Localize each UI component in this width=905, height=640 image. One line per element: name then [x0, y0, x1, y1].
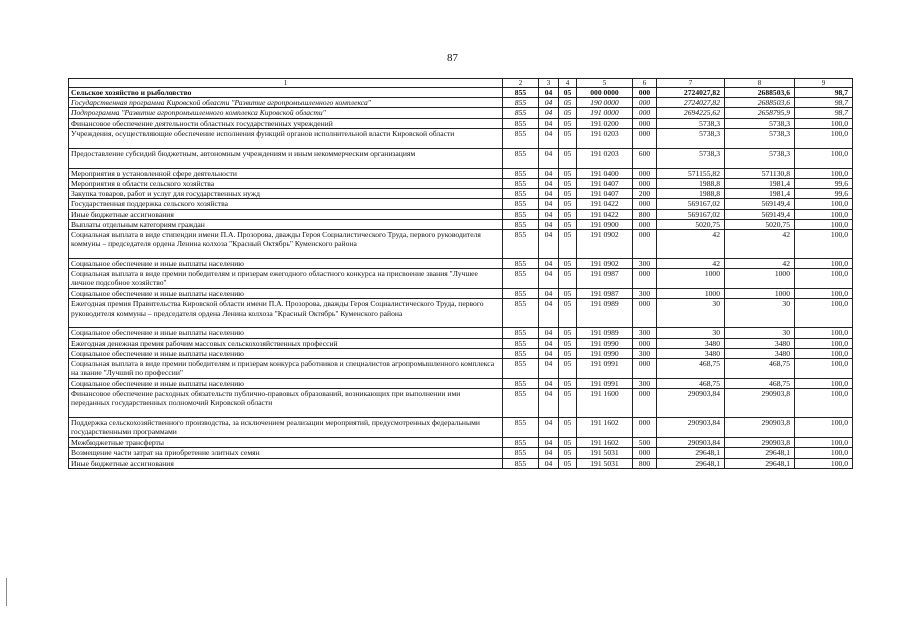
ministry-code-cell: 855 — [503, 299, 539, 328]
target-article-cell: 191 0407 — [577, 179, 633, 189]
expense-name-cell: Финансовое обеспечение расходных обязательств публично-правовых образований, возникающих при выполнении ими переданных государственных полномочий Кировской области — [69, 389, 503, 418]
subsection-cell: 05 — [559, 168, 577, 178]
scan-edge-mark — [6, 578, 7, 606]
section-cell: 04 — [539, 128, 559, 148]
expense-name-cell: Мероприятия в области сельского хозяйства — [69, 179, 503, 189]
execution-percent-cell: 99,6 — [795, 179, 853, 189]
table-row — [69, 98, 853, 108]
section-cell: 04 — [539, 199, 559, 209]
column-number: 6 — [633, 79, 657, 88]
section-cell: 04 — [539, 438, 559, 448]
expense-name-cell: Социальное обеспечение и иные выплаты населению — [69, 348, 503, 358]
ministry-code-cell: 855 — [503, 389, 539, 418]
execution-percent-cell: 100,0 — [795, 458, 853, 468]
subsection-cell: 05 — [559, 328, 577, 338]
subsection-cell: 05 — [559, 98, 577, 108]
subsection-cell: 05 — [559, 179, 577, 189]
expense-type-cell: 300 — [633, 289, 657, 299]
executed-amount-cell: 2658795,9 — [725, 108, 795, 118]
table-row — [69, 88, 853, 98]
section-cell: 04 — [539, 88, 559, 98]
planned-amount-cell: 3480 — [657, 348, 725, 358]
executed-amount-cell: 3480 — [725, 338, 795, 348]
executed-amount-cell: 290903,8 — [725, 438, 795, 448]
expense-type-cell: 000 — [633, 269, 657, 289]
subsection-cell: 05 — [559, 269, 577, 289]
section-cell: 04 — [539, 230, 559, 259]
page-number: 87 — [447, 52, 458, 64]
planned-amount-cell: 290903,84 — [657, 418, 725, 438]
section-cell: 04 — [539, 389, 559, 418]
expense-name-cell: Государственная поддержка сельского хозяйства — [69, 199, 503, 209]
executed-amount-cell: 1000 — [725, 269, 795, 289]
section-cell: 04 — [539, 118, 559, 128]
expense-name-cell: Социальное обеспечение и иные выплаты населению — [69, 289, 503, 299]
planned-amount-cell: 2724027,82 — [657, 98, 725, 108]
ministry-code-cell: 855 — [503, 209, 539, 219]
ministry-code-cell: 855 — [503, 230, 539, 259]
planned-amount-cell: 3480 — [657, 338, 725, 348]
target-article-cell: 191 0422 — [577, 209, 633, 219]
target-article-cell: 191 0991 — [577, 359, 633, 379]
section-cell: 04 — [539, 209, 559, 219]
expense-name-cell: Межбюджетные трансферты — [69, 438, 503, 448]
executed-amount-cell: 29648,1 — [725, 458, 795, 468]
expense-type-cell: 300 — [633, 379, 657, 389]
execution-percent-cell: 100,0 — [795, 219, 853, 229]
target-article-cell: 191 0902 — [577, 230, 633, 259]
execution-percent-cell: 100,0 — [795, 128, 853, 148]
expense-type-cell: 300 — [633, 348, 657, 358]
expense-name-cell: Социальная выплата в виде премии победителям и призерам конкурса работников и специалистов агропромышленного комплекса на звание "Лучший по профессии" — [69, 359, 503, 379]
ministry-code-cell: 855 — [503, 189, 539, 199]
executed-amount-cell: 290903,8 — [725, 389, 795, 418]
target-article-cell: 191 0203 — [577, 148, 633, 168]
execution-percent-cell: 100,0 — [795, 438, 853, 448]
expense-type-cell: 000 — [633, 179, 657, 189]
expense-name-cell: Иные бюджетные ассигнования — [69, 458, 503, 468]
table-row — [69, 199, 853, 209]
target-article-cell: 191 0400 — [577, 168, 633, 178]
expense-type-cell: 000 — [633, 418, 657, 438]
ministry-code-cell: 855 — [503, 379, 539, 389]
subsection-cell: 05 — [559, 338, 577, 348]
planned-amount-cell: 5738,3 — [657, 148, 725, 168]
subsection-cell: 05 — [559, 289, 577, 299]
executed-amount-cell: 2688503,6 — [725, 88, 795, 98]
planned-amount-cell: 30 — [657, 299, 725, 328]
section-cell: 04 — [539, 179, 559, 189]
execution-percent-cell: 100,0 — [795, 389, 853, 418]
expense-type-cell: 000 — [633, 448, 657, 458]
expense-name-cell: Выплаты отдельным категориям граждан — [69, 219, 503, 229]
target-article-cell: 191 0991 — [577, 379, 633, 389]
executed-amount-cell: 1981,4 — [725, 189, 795, 199]
section-cell: 04 — [539, 269, 559, 289]
subsection-cell: 05 — [559, 108, 577, 118]
execution-percent-cell: 100,0 — [795, 230, 853, 259]
table-row — [69, 448, 853, 458]
planned-amount-cell: 1000 — [657, 289, 725, 299]
expense-name-cell: Иные бюджетные ассигнования — [69, 209, 503, 219]
execution-percent-cell: 100,0 — [795, 168, 853, 178]
table-row — [69, 259, 853, 269]
expense-type-cell: 000 — [633, 199, 657, 209]
column-number: 5 — [577, 79, 633, 88]
table-row — [69, 179, 853, 189]
budget-table-body — [69, 79, 853, 469]
section-cell: 04 — [539, 418, 559, 438]
planned-amount-cell: 1988,8 — [657, 189, 725, 199]
ministry-code-cell: 855 — [503, 259, 539, 269]
executed-amount-cell: 468,75 — [725, 359, 795, 379]
table-row — [69, 108, 853, 118]
execution-percent-cell: 100,0 — [795, 418, 853, 438]
subsection-cell: 05 — [559, 259, 577, 269]
subsection-cell: 05 — [559, 128, 577, 148]
table-row — [69, 289, 853, 299]
expense-name-cell: Предоставление субсидий бюджетным, автономным учреждениям и иным некоммерческим организациям — [69, 148, 503, 168]
subsection-cell: 05 — [559, 379, 577, 389]
expense-name-cell: Финансовое обеспечение деятельности областных государственных учреждений — [69, 118, 503, 128]
execution-percent-cell: 100,0 — [795, 259, 853, 269]
ministry-code-cell: 855 — [503, 98, 539, 108]
executed-amount-cell: 468,75 — [725, 379, 795, 389]
executed-amount-cell: 5738,3 — [725, 148, 795, 168]
expense-type-cell: 000 — [633, 168, 657, 178]
expense-name-cell: Социальная выплата в виде премии победителям и призерам ежегодного областного конкурса на присвоение звания "Лучшее личное подсобное хозяйство" — [69, 269, 503, 289]
column-number-row — [69, 79, 853, 88]
table-row — [69, 328, 853, 338]
section-cell: 04 — [539, 98, 559, 108]
table-row — [69, 269, 853, 289]
planned-amount-cell: 290903,84 — [657, 389, 725, 418]
table-row — [69, 168, 853, 178]
target-article-cell: 191 5031 — [577, 458, 633, 468]
section-cell: 04 — [539, 338, 559, 348]
table-row — [69, 230, 853, 259]
planned-amount-cell: 29648,1 — [657, 448, 725, 458]
section-cell: 04 — [539, 108, 559, 118]
planned-amount-cell: 468,75 — [657, 359, 725, 379]
target-article-cell: 191 0989 — [577, 328, 633, 338]
execution-percent-cell: 100,0 — [795, 379, 853, 389]
section-cell: 04 — [539, 359, 559, 379]
table-row — [69, 458, 853, 468]
executed-amount-cell: 2688503,6 — [725, 98, 795, 108]
subsection-cell: 05 — [559, 359, 577, 379]
executed-amount-cell: 5020,75 — [725, 219, 795, 229]
subsection-cell: 05 — [559, 189, 577, 199]
executed-amount-cell: 290903,8 — [725, 418, 795, 438]
table-row — [69, 379, 853, 389]
executed-amount-cell: 42 — [725, 259, 795, 269]
expense-type-cell: 000 — [633, 219, 657, 229]
expense-name-cell: Сельское хозяйство и рыболовство — [69, 88, 503, 98]
subsection-cell: 05 — [559, 418, 577, 438]
ministry-code-cell: 855 — [503, 88, 539, 98]
execution-percent-cell: 100,0 — [795, 118, 853, 128]
planned-amount-cell: 5738,3 — [657, 128, 725, 148]
section-cell: 04 — [539, 348, 559, 358]
subsection-cell: 05 — [559, 438, 577, 448]
execution-percent-cell: 100,0 — [795, 269, 853, 289]
ministry-code-cell: 855 — [503, 199, 539, 209]
table-row — [69, 299, 853, 328]
executed-amount-cell: 5738,3 — [725, 128, 795, 148]
executed-amount-cell: 30 — [725, 328, 795, 338]
target-article-cell: 190 0000 — [577, 98, 633, 108]
expense-name-cell: Учреждения, осуществляющие обеспечение исполнения функций органов исполнительной власти Кировской области — [69, 128, 503, 148]
ministry-code-cell: 855 — [503, 338, 539, 348]
subsection-cell: 05 — [559, 88, 577, 98]
subsection-cell: 05 — [559, 348, 577, 358]
column-number: 9 — [795, 79, 853, 88]
expense-type-cell: 000 — [633, 98, 657, 108]
subsection-cell: 05 — [559, 230, 577, 259]
column-number: 7 — [657, 79, 725, 88]
ministry-code-cell: 855 — [503, 108, 539, 118]
planned-amount-cell: 30 — [657, 328, 725, 338]
planned-amount-cell: 29648,1 — [657, 458, 725, 468]
planned-amount-cell: 290903,84 — [657, 438, 725, 448]
expense-name-cell: Социальное обеспечение и иные выплаты населению — [69, 379, 503, 389]
target-article-cell: 191 0000 — [577, 108, 633, 118]
expense-name-cell: Возмещение части затрат на приобретение элитных семян — [69, 448, 503, 458]
section-cell: 04 — [539, 448, 559, 458]
subsection-cell: 05 — [559, 209, 577, 219]
section-cell: 04 — [539, 328, 559, 338]
target-article-cell: 191 0200 — [577, 118, 633, 128]
expense-name-cell: Закупка товаров, работ и услуг для государственных нужд — [69, 189, 503, 199]
planned-amount-cell: 42 — [657, 259, 725, 269]
table-row — [69, 128, 853, 148]
ministry-code-cell: 855 — [503, 148, 539, 168]
table-row — [69, 389, 853, 418]
execution-percent-cell: 98,7 — [795, 98, 853, 108]
subsection-cell: 05 — [559, 199, 577, 209]
expense-name-cell: Ежегодная денежная премия рабочим массовых сельскохозяйственных профессий — [69, 338, 503, 348]
ministry-code-cell: 855 — [503, 118, 539, 128]
planned-amount-cell: 5020,75 — [657, 219, 725, 229]
section-cell: 04 — [539, 219, 559, 229]
target-article-cell: 191 0900 — [577, 219, 633, 229]
executed-amount-cell: 569149,4 — [725, 199, 795, 209]
execution-percent-cell: 100,0 — [795, 199, 853, 209]
table-row — [69, 438, 853, 448]
expense-name-cell: Социальная выплата в виде стипендии имени П.А. Прозорова, дважды Героя Социалистического Труда, первого руководителя коммуны – председателя ордена Ленина колхоза "Красный Октябрь" Куменского района — [69, 230, 503, 259]
executed-amount-cell: 30 — [725, 299, 795, 328]
expense-type-cell: 000 — [633, 88, 657, 98]
target-article-cell: 191 1602 — [577, 418, 633, 438]
expense-type-cell: 000 — [633, 299, 657, 328]
planned-amount-cell: 569167,02 — [657, 209, 725, 219]
table-row — [69, 118, 853, 128]
expense-type-cell: 000 — [633, 359, 657, 379]
ministry-code-cell: 855 — [503, 269, 539, 289]
expense-type-cell: 500 — [633, 438, 657, 448]
table-row — [69, 418, 853, 438]
planned-amount-cell: 468,75 — [657, 379, 725, 389]
subsection-cell: 05 — [559, 219, 577, 229]
ministry-code-cell: 855 — [503, 438, 539, 448]
ministry-code-cell: 855 — [503, 168, 539, 178]
ministry-code-cell: 855 — [503, 289, 539, 299]
planned-amount-cell: 42 — [657, 230, 725, 259]
ministry-code-cell: 855 — [503, 128, 539, 148]
execution-percent-cell: 100,0 — [795, 299, 853, 328]
executed-amount-cell: 3480 — [725, 348, 795, 358]
expense-name-cell: Социальное обеспечение и иные выплаты населению — [69, 259, 503, 269]
planned-amount-cell: 2724027,82 — [657, 88, 725, 98]
ministry-code-cell: 855 — [503, 179, 539, 189]
expense-type-cell: 300 — [633, 259, 657, 269]
section-cell: 04 — [539, 458, 559, 468]
target-article-cell: 191 0407 — [577, 189, 633, 199]
planned-amount-cell: 2694225,62 — [657, 108, 725, 118]
subsection-cell: 05 — [559, 458, 577, 468]
planned-amount-cell: 1988,8 — [657, 179, 725, 189]
execution-percent-cell: 100,0 — [795, 289, 853, 299]
section-cell: 04 — [539, 289, 559, 299]
ministry-code-cell: 855 — [503, 328, 539, 338]
executed-amount-cell: 571130,8 — [725, 168, 795, 178]
section-cell: 04 — [539, 168, 559, 178]
table-row — [69, 338, 853, 348]
table-row — [69, 219, 853, 229]
subsection-cell: 05 — [559, 118, 577, 128]
expense-type-cell: 000 — [633, 108, 657, 118]
ministry-code-cell: 855 — [503, 448, 539, 458]
executed-amount-cell: 1981,4 — [725, 179, 795, 189]
expense-name-cell: Ежегодная премия Правительства Кировской области имени П.А. Прозорова, дважды Героя Социалистического Труда, первого руководителя коммуны – председателя ордена Ленина колхоза "Красный Октябрь" Куменского района — [69, 299, 503, 328]
ministry-code-cell: 855 — [503, 458, 539, 468]
expense-type-cell: 800 — [633, 458, 657, 468]
table-row — [69, 189, 853, 199]
planned-amount-cell: 5738,3 — [657, 118, 725, 128]
expense-type-cell: 000 — [633, 338, 657, 348]
expense-name-cell: Мероприятия в установленной сфере деятельности — [69, 168, 503, 178]
column-number: 1 — [69, 79, 503, 88]
expense-type-cell: 300 — [633, 328, 657, 338]
planned-amount-cell: 1000 — [657, 269, 725, 289]
target-article-cell: 191 1602 — [577, 438, 633, 448]
subsection-cell: 05 — [559, 148, 577, 168]
execution-percent-cell: 100,0 — [795, 148, 853, 168]
target-article-cell: 191 0902 — [577, 259, 633, 269]
budget-table — [68, 78, 853, 469]
section-cell: 04 — [539, 299, 559, 328]
target-article-cell: 191 0990 — [577, 348, 633, 358]
executed-amount-cell: 29648,1 — [725, 448, 795, 458]
ministry-code-cell: 855 — [503, 348, 539, 358]
executed-amount-cell: 5738,3 — [725, 118, 795, 128]
table-row — [69, 148, 853, 168]
execution-percent-cell: 98,7 — [795, 88, 853, 98]
target-article-cell: 000 0000 — [577, 88, 633, 98]
execution-percent-cell: 100,0 — [795, 338, 853, 348]
target-article-cell: 191 1600 — [577, 389, 633, 418]
ministry-code-cell: 855 — [503, 219, 539, 229]
section-cell: 04 — [539, 379, 559, 389]
subsection-cell: 05 — [559, 389, 577, 418]
section-cell: 04 — [539, 148, 559, 168]
executed-amount-cell: 1000 — [725, 289, 795, 299]
expense-type-cell: 800 — [633, 209, 657, 219]
expense-type-cell: 600 — [633, 148, 657, 168]
column-number: 3 — [539, 79, 559, 88]
column-number: 2 — [503, 79, 539, 88]
expense-type-cell: 200 — [633, 189, 657, 199]
executed-amount-cell: 569149,4 — [725, 209, 795, 219]
table-row — [69, 359, 853, 379]
expense-name-cell: Поддержка сельскохозяйственного производства, за исключением реализации мероприятий, предусмотренных федеральными государственными программами — [69, 418, 503, 438]
target-article-cell: 191 0987 — [577, 269, 633, 289]
executed-amount-cell: 42 — [725, 230, 795, 259]
table-row — [69, 209, 853, 219]
target-article-cell: 191 5031 — [577, 448, 633, 458]
planned-amount-cell: 569167,02 — [657, 199, 725, 209]
ministry-code-cell: 855 — [503, 418, 539, 438]
expense-type-cell: 000 — [633, 389, 657, 418]
expense-name-cell: Государственная программа Кировской области "Развитие агропромышленного комплекса" — [69, 98, 503, 108]
execution-percent-cell: 100,0 — [795, 328, 853, 338]
target-article-cell: 191 0422 — [577, 199, 633, 209]
expense-name-cell: Подпрограмма "Развитие агропромышленного комплекса Кировской области" — [69, 108, 503, 118]
ministry-code-cell: 855 — [503, 359, 539, 379]
planned-amount-cell: 571155,82 — [657, 168, 725, 178]
section-cell: 04 — [539, 259, 559, 269]
execution-percent-cell: 99,6 — [795, 189, 853, 199]
table-row — [69, 348, 853, 358]
target-article-cell: 191 0203 — [577, 128, 633, 148]
subsection-cell: 05 — [559, 299, 577, 328]
execution-percent-cell: 100,0 — [795, 209, 853, 219]
target-article-cell: 191 0990 — [577, 338, 633, 348]
section-cell: 04 — [539, 189, 559, 199]
budget-table-container — [68, 78, 852, 469]
subsection-cell: 05 — [559, 448, 577, 458]
column-number: 8 — [725, 79, 795, 88]
execution-percent-cell: 98,7 — [795, 108, 853, 118]
target-article-cell: 191 0987 — [577, 289, 633, 299]
column-number: 4 — [559, 79, 577, 88]
execution-percent-cell: 100,0 — [795, 348, 853, 358]
target-article-cell: 191 0989 — [577, 299, 633, 328]
expense-type-cell: 000 — [633, 128, 657, 148]
expense-type-cell: 000 — [633, 230, 657, 259]
execution-percent-cell: 100,0 — [795, 448, 853, 458]
expense-name-cell: Социальное обеспечение и иные выплаты населению — [69, 328, 503, 338]
expense-type-cell: 000 — [633, 118, 657, 128]
execution-percent-cell: 100,0 — [795, 359, 853, 379]
